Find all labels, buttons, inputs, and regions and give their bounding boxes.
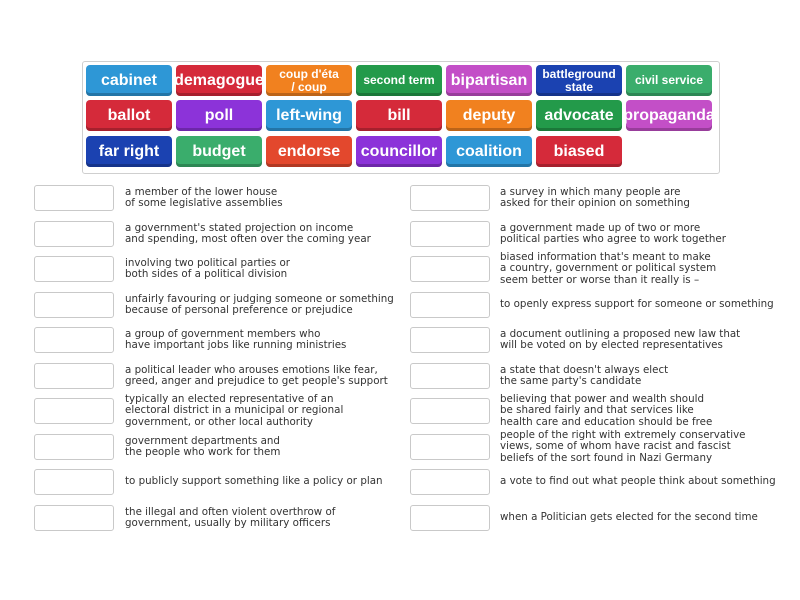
left-answer-drop-box[interactable] bbox=[34, 221, 114, 247]
left-clue-text: to publicly support something like a policy or plan bbox=[125, 475, 383, 488]
answer-tile[interactable]: second term bbox=[356, 65, 442, 96]
answer-tile[interactable]: coalition bbox=[446, 136, 532, 167]
left-answer-drop-box[interactable] bbox=[34, 398, 114, 424]
right-clue-text: a government made up of two or more political parties who agree to work together bbox=[500, 221, 726, 245]
left-answer-drop-box[interactable] bbox=[34, 185, 114, 211]
right-clue-text: people of the right with extremely conservative views, some of whom have racist and fascist beliefs of the sort found in Nazi Germany bbox=[500, 428, 746, 464]
answer-tile[interactable]: councillor bbox=[356, 136, 442, 167]
right-clue-text: a survey in which many people are asked for their opinion on something bbox=[500, 185, 690, 209]
right-clue-text: to openly express support for someone or something bbox=[500, 298, 774, 311]
left-clue-text: the illegal and often violent overthrow of government, usually by military officers bbox=[125, 505, 336, 529]
answer-tile[interactable]: bill bbox=[356, 100, 442, 131]
answer-tile[interactable]: propaganda bbox=[626, 100, 712, 131]
left-answer-drop-box[interactable] bbox=[34, 327, 114, 353]
answer-tile[interactable]: deputy bbox=[446, 100, 532, 131]
left-clue-text: involving two political parties or both sides of a political division bbox=[125, 256, 291, 280]
right-clue-text: when a Politician gets elected for the second time bbox=[500, 511, 758, 524]
right-clue-text: a vote to find out what people think about something bbox=[500, 475, 776, 488]
left-answer-drop-box[interactable] bbox=[34, 292, 114, 318]
left-clue-text: a member of the lower house of some legislative assemblies bbox=[125, 185, 283, 209]
right-clue-text: a state that doesn't always elect the same party's candidate bbox=[500, 363, 669, 387]
left-clue-text: a group of government members who have important jobs like running ministries bbox=[125, 327, 347, 351]
answer-tile[interactable]: biased bbox=[536, 136, 622, 167]
left-answer-drop-box[interactable] bbox=[34, 505, 114, 531]
answer-tile[interactable]: budget bbox=[176, 136, 262, 167]
left-answer-drop-box[interactable] bbox=[34, 434, 114, 460]
answer-tile[interactable]: far right bbox=[86, 136, 172, 167]
right-clue-text: biased information that's meant to make a country, government or political system seem better or worse than it really is – bbox=[500, 250, 717, 286]
left-clue-text: unfairly favouring or judging someone or something because of personal preference or prejudice bbox=[125, 292, 394, 316]
right-answer-drop-box[interactable] bbox=[410, 398, 490, 424]
answer-tile[interactable]: demagogue bbox=[176, 65, 262, 96]
right-answer-drop-box[interactable] bbox=[410, 469, 490, 495]
left-clue-text: typically an elected representative of an electoral district in a municipal or regional government, or other local authority bbox=[125, 392, 344, 428]
answer-tile[interactable]: coup d'éta / coup bbox=[266, 65, 352, 96]
answer-tile[interactable]: advocate bbox=[536, 100, 622, 131]
left-answer-drop-box[interactable] bbox=[34, 469, 114, 495]
right-answer-drop-box[interactable] bbox=[410, 256, 490, 282]
answer-tile[interactable]: cabinet bbox=[86, 65, 172, 96]
right-answer-drop-box[interactable] bbox=[410, 505, 490, 531]
left-answer-drop-box[interactable] bbox=[34, 256, 114, 282]
left-clue-text: government departments and the people who work for them bbox=[125, 434, 281, 458]
answer-tile[interactable]: battleground state bbox=[536, 65, 622, 96]
left-clue-text: a political leader who arouses emotions like fear, greed, anger and prejudice to get people's support bbox=[125, 363, 388, 387]
right-answer-drop-box[interactable] bbox=[410, 185, 490, 211]
answer-tile[interactable]: left-wing bbox=[266, 100, 352, 131]
right-answer-drop-box[interactable] bbox=[410, 327, 490, 353]
right-clue-text: a document outlining a proposed new law that will be voted on by elected representatives bbox=[500, 327, 741, 351]
answer-tile[interactable]: civil service bbox=[626, 65, 712, 96]
answer-tile[interactable]: bipartisan bbox=[446, 65, 532, 96]
right-clue-text: believing that power and wealth should be shared fairly and that services like health care and education should be free bbox=[500, 392, 713, 428]
right-answer-drop-box[interactable] bbox=[410, 221, 490, 247]
answer-tile[interactable]: endorse bbox=[266, 136, 352, 167]
left-answer-drop-box[interactable] bbox=[34, 363, 114, 389]
right-answer-drop-box[interactable] bbox=[410, 434, 490, 460]
answer-tile[interactable]: ballot bbox=[86, 100, 172, 131]
right-answer-drop-box[interactable] bbox=[410, 292, 490, 318]
left-clue-text: a government's stated projection on income and spending, most often over the coming year bbox=[125, 221, 371, 245]
right-answer-drop-box[interactable] bbox=[410, 363, 490, 389]
answer-tile[interactable]: poll bbox=[176, 100, 262, 131]
answer-tile-bank bbox=[82, 61, 720, 174]
